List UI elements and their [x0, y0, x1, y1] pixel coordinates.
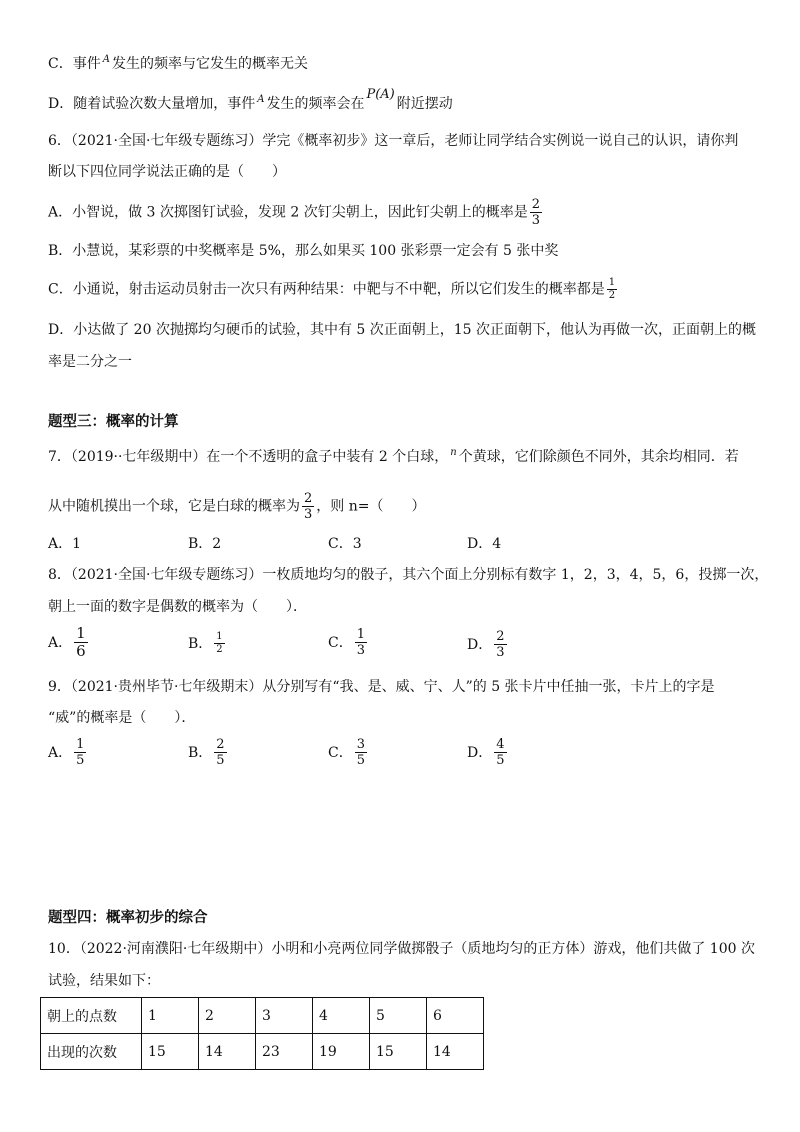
section-3-title: 题型三：概率的计算: [48, 414, 179, 430]
q8-option-a: [48, 626, 90, 659]
q9-option-c: [328, 738, 369, 767]
table-cell: 19: [313, 1034, 370, 1070]
section-4-title: 题型四：概率初步的综合: [48, 910, 208, 926]
option-d-text-2: 发生的频率会在: [266, 96, 365, 112]
q7-text-3: 从中随机摸出一个球，它是白球的概率为: [48, 498, 300, 515]
q8-line-2: 朝上一面的数字是偶数的概率为（ ）．: [48, 599, 307, 615]
q7-option-b: B．2: [188, 536, 222, 552]
table-cell: 5: [370, 998, 427, 1034]
option-label: C．: [328, 634, 353, 651]
fraction-den: 3: [531, 213, 541, 228]
table-cell: 14: [199, 1034, 256, 1070]
q9-option-d: [467, 738, 509, 767]
fraction-den: 3: [304, 507, 313, 522]
fraction-den: 5: [356, 753, 365, 768]
q10-line-2: 试验，结果如下：: [48, 973, 160, 989]
fraction-num: 2: [304, 491, 313, 506]
q7-option-c: C．3: [328, 536, 362, 552]
q7-text-4: ，则 n=（ ）: [316, 498, 426, 515]
option-label: D．: [467, 744, 493, 761]
table-row-header: 朝上的点数: [41, 998, 142, 1034]
q7-line-1: [48, 443, 739, 467]
q8-line-1: 8．（2021·全国·七年级专题练习）一枚质地均匀的骰子，其六个面上分别标有数字 1，2，3，4，5，6，投掷一次，: [48, 567, 769, 583]
fraction: [494, 630, 506, 659]
fraction-den: 5: [76, 753, 85, 768]
q6-option-d-line-1: D．小达做了 20 次抛掷均匀硬币的试验，其中有 5 次正面朝上，15 次正面朝下，他认为再做一次，正面朝上的概: [48, 322, 757, 338]
q8-option-d: [467, 630, 509, 659]
q8-option-b: [188, 632, 227, 655]
fraction-den: 5: [496, 753, 505, 768]
fraction-den: 3: [356, 643, 365, 658]
fraction: [74, 626, 88, 659]
q6-option-c-text: C．小通说，射击运动员射击一次只有两种结果：中靶与不中靶，所以它们发生的概率都是: [48, 281, 605, 298]
q7-option-d: D．4: [467, 536, 502, 552]
option-d-text-1: D．随着试验次数大量增加，事件: [48, 96, 256, 112]
q6-option-d-line-2: 率是二分之一: [48, 354, 132, 370]
fraction-num: 4: [496, 737, 505, 752]
fraction-num: 2: [496, 629, 505, 644]
var-a: A: [257, 94, 265, 105]
option-c-line: [48, 50, 308, 74]
fraction-num: 1: [216, 631, 223, 642]
table-cell: 23: [256, 1034, 313, 1070]
fraction: [302, 492, 314, 521]
table-cell: 15: [142, 1034, 199, 1070]
fraction-den: 3: [496, 645, 505, 660]
q7-option-a: A．1: [48, 536, 82, 552]
q9-line-2: “威”的概率是（ ）．: [48, 710, 196, 726]
q6-option-c: [48, 278, 619, 301]
fraction-num: 1: [356, 627, 365, 642]
fraction-num: 3: [356, 737, 365, 752]
fraction: [494, 738, 506, 767]
fraction: [74, 738, 86, 767]
option-label: C．: [328, 744, 353, 761]
fraction-den: 6: [76, 642, 86, 660]
fraction: [355, 738, 367, 767]
q9-line-1: 9．（2021·贵州毕节·七年级期末）从分别写有“我、是、威、宁、人”的 5 张卡片中任抽一张，卡片上的字是: [48, 679, 715, 695]
fraction: [214, 632, 224, 655]
table-cell: 15: [370, 1034, 427, 1070]
fraction-num: 1: [608, 277, 616, 288]
q9-option-a: [48, 738, 88, 767]
option-c-text-1: C．事件: [48, 56, 101, 72]
results-table: [40, 997, 484, 1070]
q6-line-2: 断以下四位同学说法正确的是（ ）: [48, 164, 286, 180]
fraction-den: 5: [216, 753, 225, 768]
option-d-line: [48, 87, 453, 115]
table-cell: 4: [313, 998, 370, 1034]
fraction: [355, 628, 367, 657]
q6-option-a-text: A．小智说，做 3 次掷图钉试验，发现 2 次钉尖朝上，因此钉尖朝上的概率是: [48, 204, 528, 221]
fraction: [607, 278, 617, 301]
option-label: A．: [48, 744, 73, 761]
fraction: [214, 738, 226, 767]
fraction-num: 1: [76, 624, 86, 642]
option-label: A．: [48, 634, 73, 651]
table-cell: 1: [142, 998, 199, 1034]
table-cell: 3: [256, 998, 313, 1034]
prob-pa: P(A): [366, 87, 395, 102]
fraction-num: 1: [76, 737, 85, 752]
table-row-header: 出现的次数: [41, 1034, 142, 1070]
table-row: [41, 998, 484, 1034]
option-label: B．: [188, 744, 213, 761]
option-label: D．: [467, 636, 493, 653]
fraction-den: 2: [216, 644, 223, 655]
q7-text-2: 个黄球，它们除颜色不同外，其余均相同．若: [458, 449, 739, 465]
option-d-text-3: 附近摆动: [396, 96, 453, 112]
table-cell: 2: [199, 998, 256, 1034]
q7-line-2: [48, 492, 425, 521]
fraction-den: 2: [608, 290, 616, 301]
table-cell: 14: [427, 1034, 484, 1070]
q6-option-a: [48, 198, 544, 227]
option-label: B．: [188, 635, 213, 652]
q7-text-1: 7．（2019··七年级期中）在一个不透明的盒子中装有 2 个白球，: [48, 449, 449, 465]
table-cell: 6: [427, 998, 484, 1034]
q8-option-c: [328, 628, 369, 657]
table-row: [41, 1034, 484, 1070]
q10-line-1: 10．（2022·河南濮阳·七年级期中）小明和小亮两位同学做掷骰子（质地均匀的正方体）游戏，他们共做了 100 次: [48, 941, 755, 957]
var-a: A: [102, 54, 110, 65]
q9-option-b: [188, 738, 229, 767]
fraction-num: 2: [216, 737, 225, 752]
option-c-text-2: 发生的频率与它发生的概率无关: [111, 56, 308, 72]
fraction-num: 2: [531, 197, 541, 212]
var-n: n: [450, 447, 457, 458]
q6-option-b: B．小慧说，某彩票的中奖概率是 5%，那么如果买 100 张彩票一定会有 5 张中奖: [48, 243, 559, 259]
q6-line-1: 6．（2021·全国·七年级专题练习）学完《概率初步》这一章后，老师让同学结合实例说一说自己的认识，请你判: [48, 133, 739, 149]
fraction: [530, 198, 542, 227]
